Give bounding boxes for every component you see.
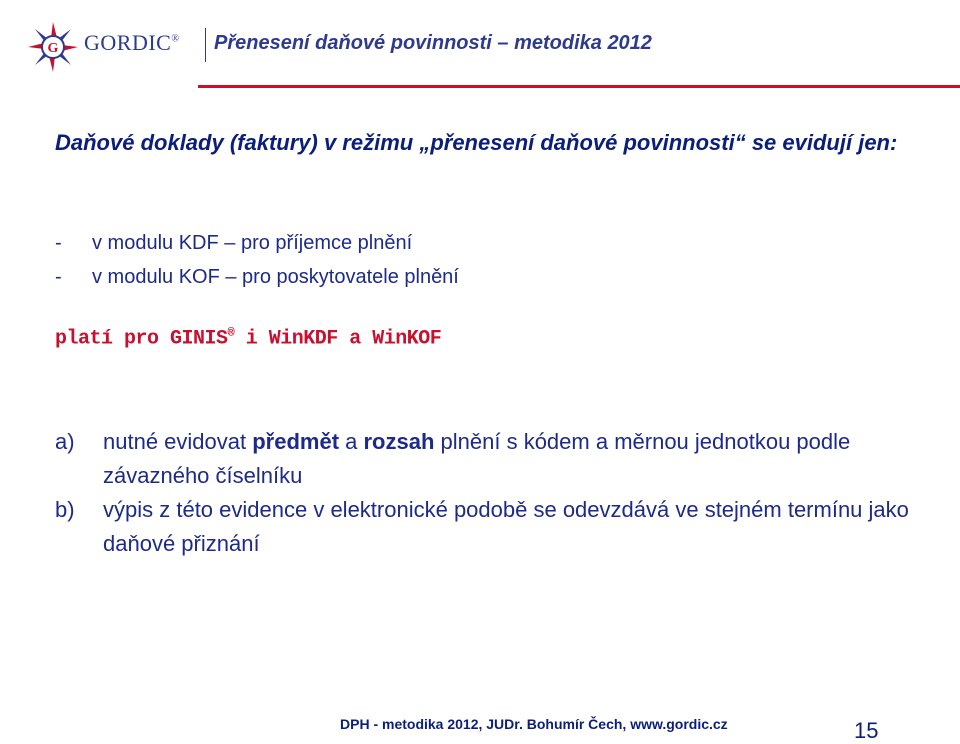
brand-name: GORDIC® [84, 30, 180, 55]
gordic-logo-icon [26, 20, 80, 74]
header-rule [198, 85, 960, 88]
header-divider [205, 28, 206, 62]
list-item: - v modulu KDF – pro příjemce plnění [55, 232, 413, 254]
list-item: - v modulu KOF – pro poskytovatele plnění [55, 266, 459, 288]
footer-text: DPH - metodika 2012, JUDr. Bohumír Čech, www.gordic.cz [340, 716, 728, 732]
module-list [55, 226, 459, 294]
page-number: 15 [854, 718, 879, 743]
validity-note: platí pro GINIS® i WinKDF a WinKOF [55, 326, 442, 351]
slide-heading: Daňové doklady (faktury) v režimu „přenesení daňové povinnosti“ se evidují jen: [55, 130, 898, 155]
header-title: Přenesení daňové povinnosti – metodika 2012 [214, 32, 652, 54]
requirement-a: a) nutné evidovat předmět a rozsah plnění s kódem a měrnou jednotkou podle závazného číselníku [55, 429, 851, 488]
svg-text:G: G [47, 41, 59, 56]
requirements-list [55, 425, 935, 561]
requirement-b: b) výpis z této evidence v elektronické podobě se odevzdává ve stejném termínu jako daňové přiznání [55, 497, 909, 556]
